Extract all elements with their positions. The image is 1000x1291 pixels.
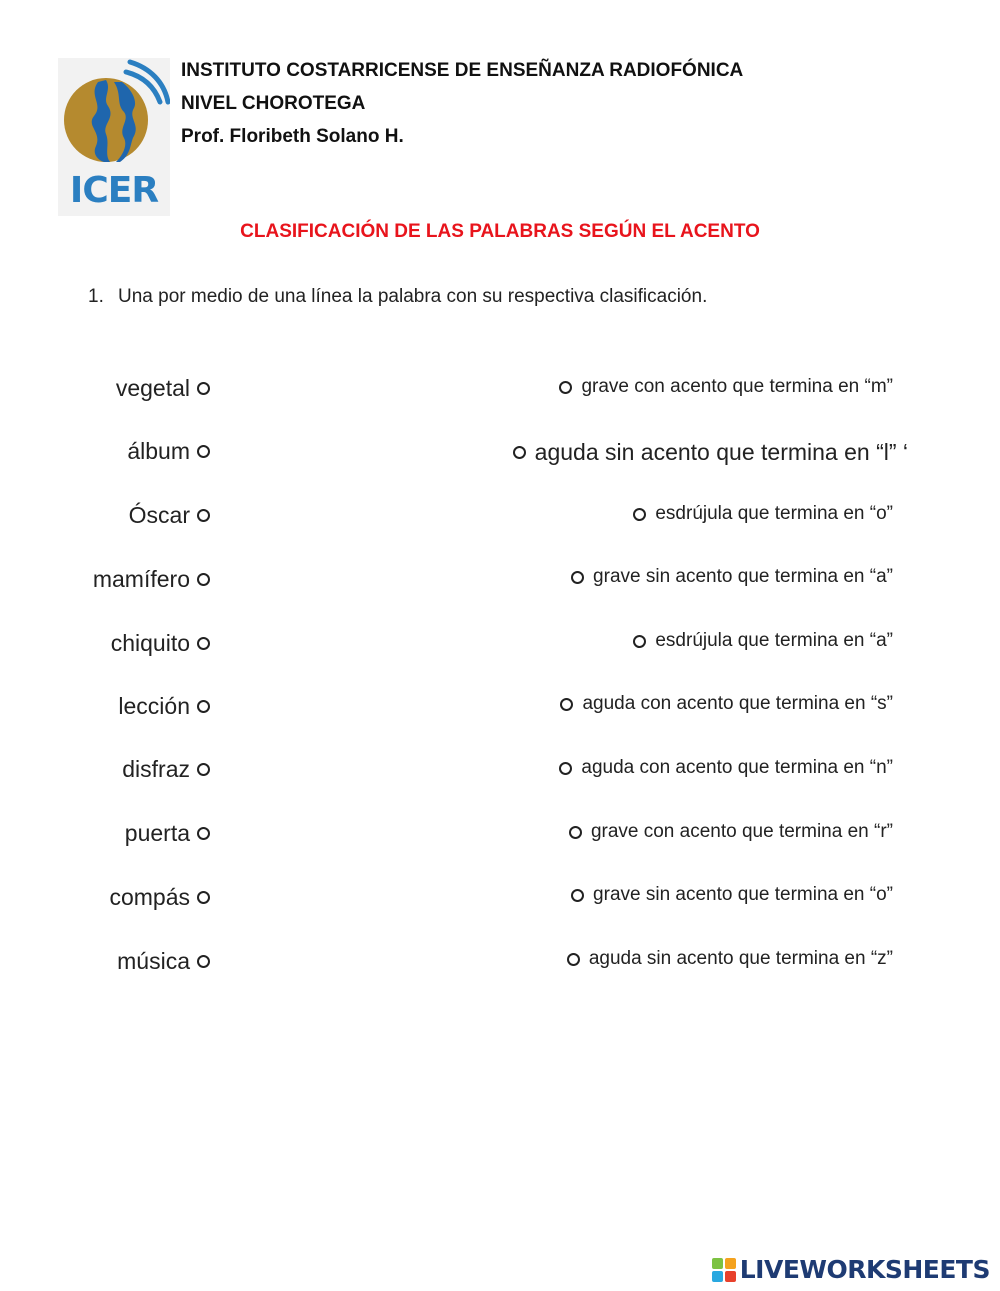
word-item[interactable] bbox=[93, 566, 210, 593]
connector-circle-icon[interactable] bbox=[567, 953, 580, 966]
connector-circle-icon[interactable] bbox=[559, 381, 572, 394]
instruction-text: Una por medio de una línea la palabra con su respectiva clasificación. bbox=[118, 286, 708, 307]
word-label: puerta bbox=[124, 820, 190, 846]
instruction bbox=[88, 286, 707, 308]
connector-circle-icon[interactable] bbox=[197, 637, 210, 650]
connector-circle-icon[interactable] bbox=[571, 889, 584, 902]
word-label: lección bbox=[118, 693, 190, 719]
word-label: Óscar bbox=[128, 502, 190, 528]
option-label: aguda sin acento que termina en “l” ‘ bbox=[534, 439, 908, 465]
level-name: NIVEL CHOROTEGA bbox=[181, 93, 366, 114]
worksheet-title: CLASIFICACIÓN DE LAS PALABRAS SEGÚN EL ACENTO bbox=[240, 221, 760, 242]
connector-circle-icon[interactable] bbox=[197, 445, 210, 458]
word-item[interactable] bbox=[117, 948, 210, 975]
option-label: esdrújula que termina en “o” bbox=[655, 503, 893, 524]
option-label: grave sin acento que termina en “a” bbox=[593, 566, 893, 587]
word-item[interactable] bbox=[122, 756, 210, 783]
word-item[interactable] bbox=[118, 693, 210, 720]
option-label: grave con acento que termina en “r” bbox=[590, 821, 893, 842]
word-label: chiquito bbox=[110, 630, 190, 656]
word-item[interactable] bbox=[125, 820, 210, 847]
word-item[interactable] bbox=[109, 884, 210, 911]
option-label: aguda con acento que termina en “n” bbox=[581, 757, 893, 778]
classification-option[interactable] bbox=[571, 884, 893, 906]
connector-circle-icon[interactable] bbox=[633, 508, 646, 521]
classification-option[interactable] bbox=[571, 566, 893, 588]
connector-circle-icon[interactable] bbox=[571, 571, 584, 584]
institution-name: INSTITUTO COSTARRICENSE DE ENSEÑANZA RADIOFÓNICA bbox=[181, 60, 744, 81]
connector-circle-icon[interactable] bbox=[197, 382, 210, 395]
option-label: aguda con acento que termina en “s” bbox=[582, 693, 893, 714]
word-item[interactable] bbox=[116, 375, 210, 402]
connector-circle-icon[interactable] bbox=[560, 698, 573, 711]
connector-circle-icon[interactable] bbox=[569, 826, 582, 839]
classification-option[interactable] bbox=[633, 630, 893, 652]
classification-option[interactable] bbox=[567, 948, 893, 970]
word-label: álbum bbox=[127, 438, 190, 464]
option-label: grave sin acento que termina en “o” bbox=[593, 884, 893, 905]
classification-option[interactable] bbox=[560, 693, 893, 715]
brand-blocks-icon bbox=[712, 1258, 736, 1282]
word-label: música bbox=[117, 948, 190, 974]
icer-emblem-icon bbox=[58, 58, 170, 178]
word-label: disfraz bbox=[122, 756, 190, 782]
classification-option[interactable] bbox=[633, 503, 893, 525]
word-label: mamífero bbox=[92, 566, 190, 592]
connector-circle-icon[interactable] bbox=[197, 891, 210, 904]
word-label: compás bbox=[109, 884, 190, 910]
option-label: aguda sin acento que termina en “z” bbox=[588, 948, 893, 969]
instruction-number: 1. bbox=[88, 286, 104, 307]
connector-circle-icon[interactable] bbox=[197, 827, 210, 840]
icer-logo bbox=[58, 58, 170, 216]
liveworksheets-brand bbox=[712, 1255, 990, 1284]
connector-circle-icon[interactable] bbox=[197, 763, 210, 776]
connector-circle-icon[interactable] bbox=[197, 509, 210, 522]
classification-option[interactable] bbox=[513, 439, 908, 466]
teacher-name: Prof. Floribeth Solano H. bbox=[181, 126, 404, 147]
word-item[interactable] bbox=[127, 438, 210, 465]
classification-option[interactable] bbox=[559, 757, 893, 779]
word-item[interactable] bbox=[129, 502, 210, 529]
connector-circle-icon[interactable] bbox=[197, 573, 210, 586]
connector-circle-icon[interactable] bbox=[197, 700, 210, 713]
brand-text: LIVEWORKSHEETS bbox=[739, 1255, 990, 1284]
connector-circle-icon[interactable] bbox=[197, 955, 210, 968]
option-label: esdrújula que termina en “a” bbox=[655, 630, 893, 651]
connector-circle-icon[interactable] bbox=[513, 446, 526, 459]
option-label: grave con acento que termina en “m” bbox=[581, 376, 893, 397]
classification-option[interactable] bbox=[559, 376, 893, 398]
word-item[interactable] bbox=[111, 630, 210, 657]
connector-circle-icon[interactable] bbox=[633, 635, 646, 648]
classification-option[interactable] bbox=[569, 821, 893, 843]
word-label: vegetal bbox=[115, 375, 190, 401]
connector-circle-icon[interactable] bbox=[559, 762, 572, 775]
logo-text: ICER bbox=[69, 170, 159, 211]
